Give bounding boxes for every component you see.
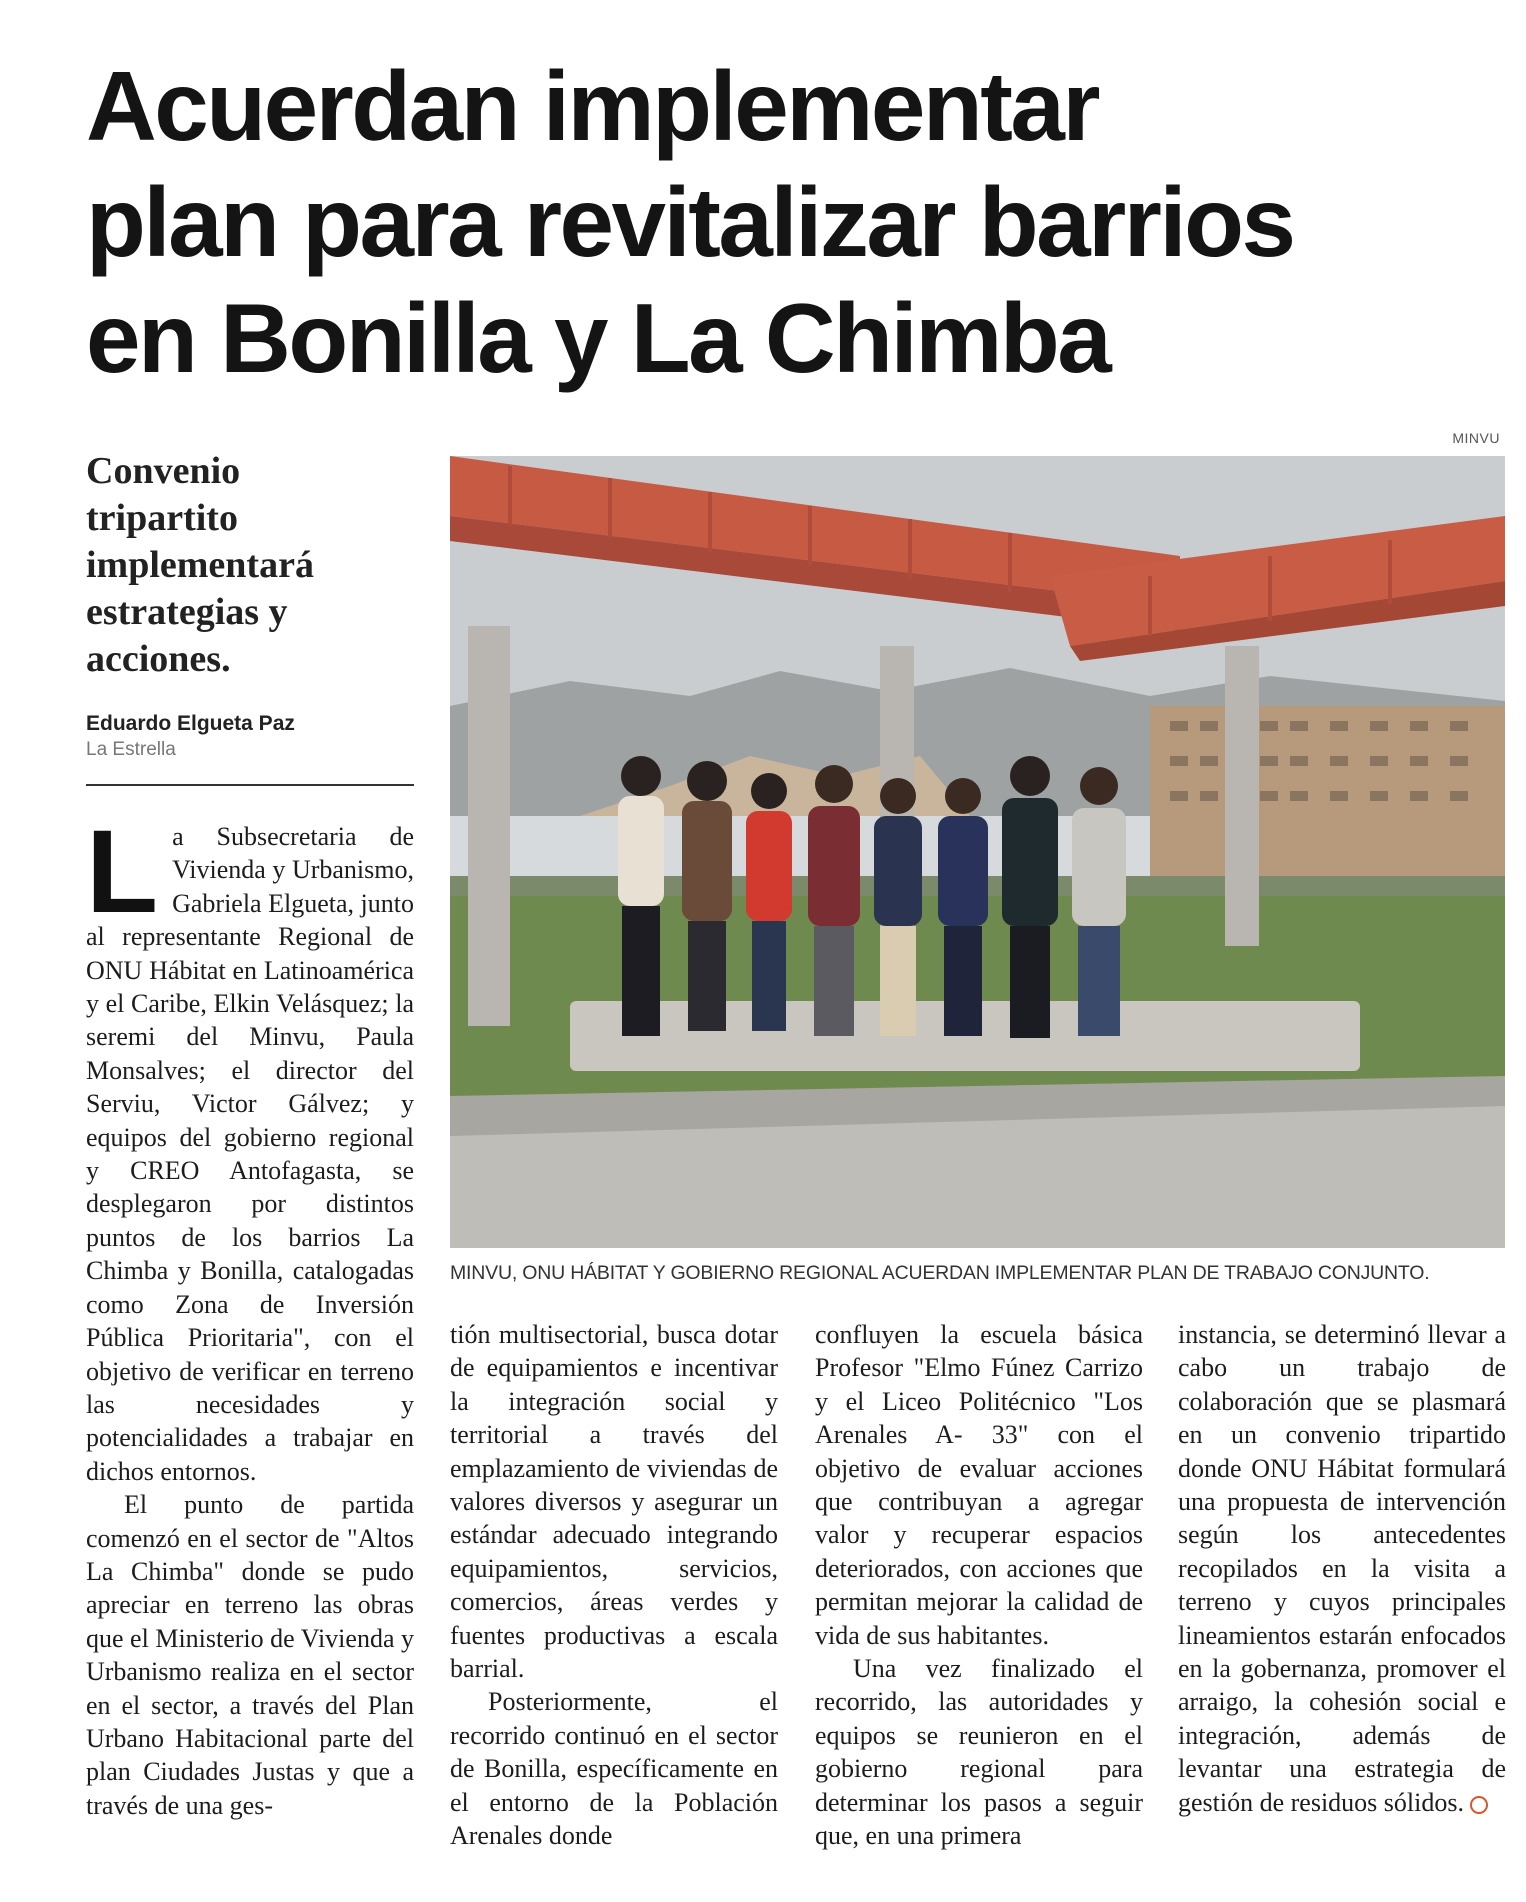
article-paragraph: confluyen la escuela básica Profesor "Elmo Fúnez Carrizo y el Liceo Politécnico "Los Arenales A- 33" con el objetivo de evaluar acciones que contribuyan a agregar valor y recuperar espacios deteriorados, con acciones que permitan mejorar la calidad de vida de sus habitantes. [815, 1320, 1143, 1650]
byline-author: Eduardo Elgueta Paz [86, 712, 295, 735]
article-column-3 [815, 1318, 1143, 1853]
byline-outlet: La Estrella [86, 739, 176, 760]
headline [86, 48, 1506, 396]
article-paragraph: tión multisectorial, busca dotar de equipamientos e incentivar la integración social y territorial a través del emplazamiento de viviendas de valores diversos y asegurar un estándar adecuado integrando equipamientos, servicios, comercios, áreas verdes y fuentes productivas a escala barrial. [450, 1320, 778, 1684]
byline [86, 712, 416, 761]
deck-line: acciones. [86, 638, 231, 680]
deck-line: Convenio [86, 450, 241, 492]
drop-cap: L [86, 806, 159, 938]
photo-caption: MINVU, ONU HÁBITAT Y GOBIERNO REGIONAL ACUERDAN IMPLEMENTAR PLAN DE TRABAJO CONJUNTO. [450, 1262, 1430, 1284]
article-paragraph-text: instancia, se determinó llevar a cabo un trabajo de colaboración que se plasmará en un convenio tripartido donde ONU Hábitat formulará una propuesta de intervención según los antecedentes recopilados en la visita a terreno y cuyos principales lineamientos estarán enfocados en la gobernanza, promover el arraigo, la cohesión social e integración, además de levantar una estrategia de gestión de residuos sólidos. [1178, 1320, 1506, 1817]
photo-illustration [450, 456, 1505, 1248]
group-photo [450, 456, 1505, 1248]
end-of-article-icon [1470, 1796, 1488, 1814]
deck-subheading [86, 448, 416, 683]
article-paragraph [1178, 1318, 1506, 1819]
headline-line-3: en Bonilla y La Chimba [86, 283, 1110, 393]
article-paragraph: Una vez finalizado el recorrido, las autoridades y equipos se reunieron en el gobierno regional para determinar los pasos a seguir que, en una primera [815, 1654, 1143, 1851]
article-paragraph: El punto de partida comenzó en el sector de "Altos La Chimba" donde se pudo apreciar en terreno las obras que el Ministerio de Vivienda y Urbanismo realiza en el sector en el sector, a través del Plan Urbano Habitacional parte del plan Ciudades Justas y que a través de una ges- [86, 1490, 414, 1820]
deck-line: implementará [86, 544, 314, 586]
article-column-1 [86, 806, 414, 1880]
deck-line: estrategias y [86, 591, 288, 633]
photo-credit: MINVU [1452, 430, 1500, 446]
headline-line-2: plan para revitalizar barrios [86, 167, 1294, 277]
byline-divider [86, 784, 414, 786]
headline-line-1: Acuerdan implementar [86, 51, 1098, 161]
article-paragraph: Posteriormente, el recorrido continuó en el sector de Bonilla, específicamente en el entorno de la Población Arenales donde [450, 1687, 778, 1851]
article-column-2 [450, 1318, 778, 1853]
article-paragraph: a Subsecretaria de Vivienda y Urbanismo, Gabriela Elgueta, junto al representante Regional de ONU Hábitat en Latinoamérica y el Caribe, Elkin Velásquez; la seremi del Minvu, Paula Monsalves; el director del Serviu, Victor Gálvez; y equipos del gobierno regional y CREO Antofagasta, se desplegaron por distintos puntos de los barrios La Chimba y Bonilla, catalogadas como Zona de Inversión Pública Prioritaria", con el objetivo de verificar en terreno las necesidades y potencialidades a trabajar en dichos entornos. [86, 822, 414, 1486]
article-column-4 [1178, 1318, 1506, 1819]
deck-line: tripartito [86, 497, 238, 539]
